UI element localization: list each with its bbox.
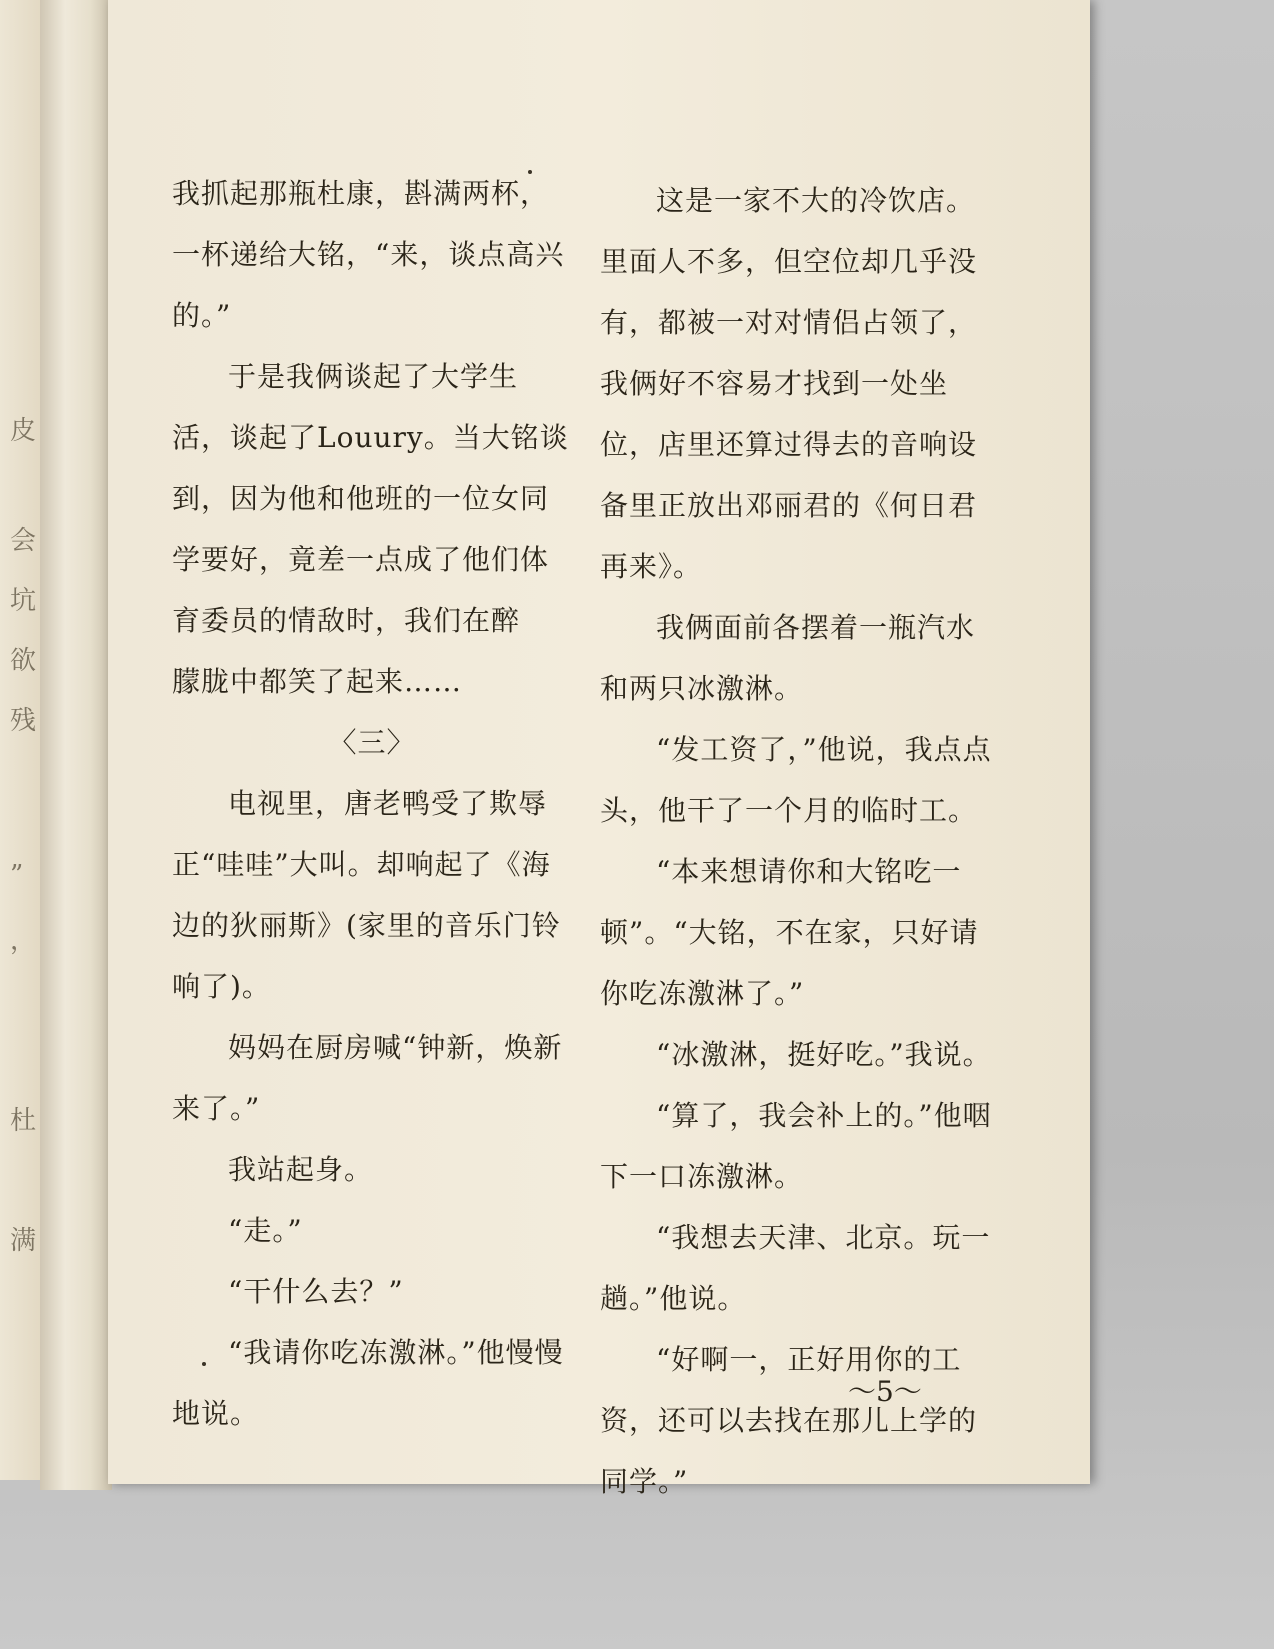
paragraph: “发工资了，”他说，我点点头，他干了一个月的临时工。 — [600, 733, 992, 827]
paragraph: 于是我俩谈起了大学生活，谈起了Louury。当大铭谈到，因为他和他班的一位女同学要好，竟差一点成了他们体育委员的情敌时，我们在醉 朦胧中都笑了起来…… — [172, 360, 569, 698]
right-text-column — [600, 170, 1000, 1512]
margin-fragment: 杜 — [10, 1106, 37, 1136]
margin-fragment: 坑 — [10, 586, 37, 616]
margin-fragment: 满 — [10, 1226, 37, 1256]
page-number: ～5～ — [848, 1375, 922, 1408]
paragraph: “走。” — [228, 1214, 303, 1247]
section-heading: 〈三〉 — [328, 726, 416, 759]
margin-fragment: ” — [10, 860, 24, 890]
paragraph: “我想去天津、北京。玩一趟。”他说。 — [600, 1221, 991, 1315]
margin-fragment: 会 — [10, 526, 37, 556]
paragraph: 我站起身。 — [228, 1153, 374, 1186]
paragraph: “干什么去？” — [228, 1275, 404, 1308]
margin-fragment: 欲 — [10, 646, 37, 676]
paragraph: 这是一家不大的冷饮店。里面人不多，但空位却几乎没有，都被一对对情侣占领了，我俩好不容易才找到一处坐位，店里还算过得去的音响设备里正放出邓丽君的《何日君再来》。 — [600, 184, 978, 583]
left-text-column — [172, 163, 572, 1444]
book-gutter — [40, 0, 112, 1490]
margin-fragment: 皮 — [10, 416, 37, 446]
paragraph: “本来想请你和大铭吃一顿”。“大铭，不在家，只好请你吃冻激淋了。” — [600, 855, 979, 1010]
paragraph: 妈妈在厨房喊“钟新，焕新来了。” — [172, 1031, 563, 1125]
paragraph: 我俩面前各摆着一瓶汽水和两只冰激淋。 — [600, 611, 976, 705]
paragraph: 电视里，唐老鸭受了欺辱正“哇哇”大叫。却响起了《海边的狄丽斯》(家里的音乐门铃响了)。 — [172, 787, 561, 1003]
paragraph: “我请你吃冻激淋。”他慢慢地说。 — [172, 1336, 564, 1430]
paragraph: 我抓起那瓶杜康，斟满两杯，一杯递给大铭，“来，谈点高兴的。” — [172, 177, 565, 332]
paragraph: “好啊一，正好用你的工资，还可以去找在那儿上学的同学。” — [600, 1343, 978, 1498]
margin-fragment: 残 — [10, 706, 37, 736]
previous-page-text-fragments — [4, 0, 40, 1480]
paragraph: “算了，我会补上的。”他咽下一口冻激淋。 — [600, 1099, 992, 1193]
paragraph: “冰激淋，挺好吃。”我说。 — [656, 1038, 992, 1071]
margin-fragment: ， — [10, 926, 37, 956]
